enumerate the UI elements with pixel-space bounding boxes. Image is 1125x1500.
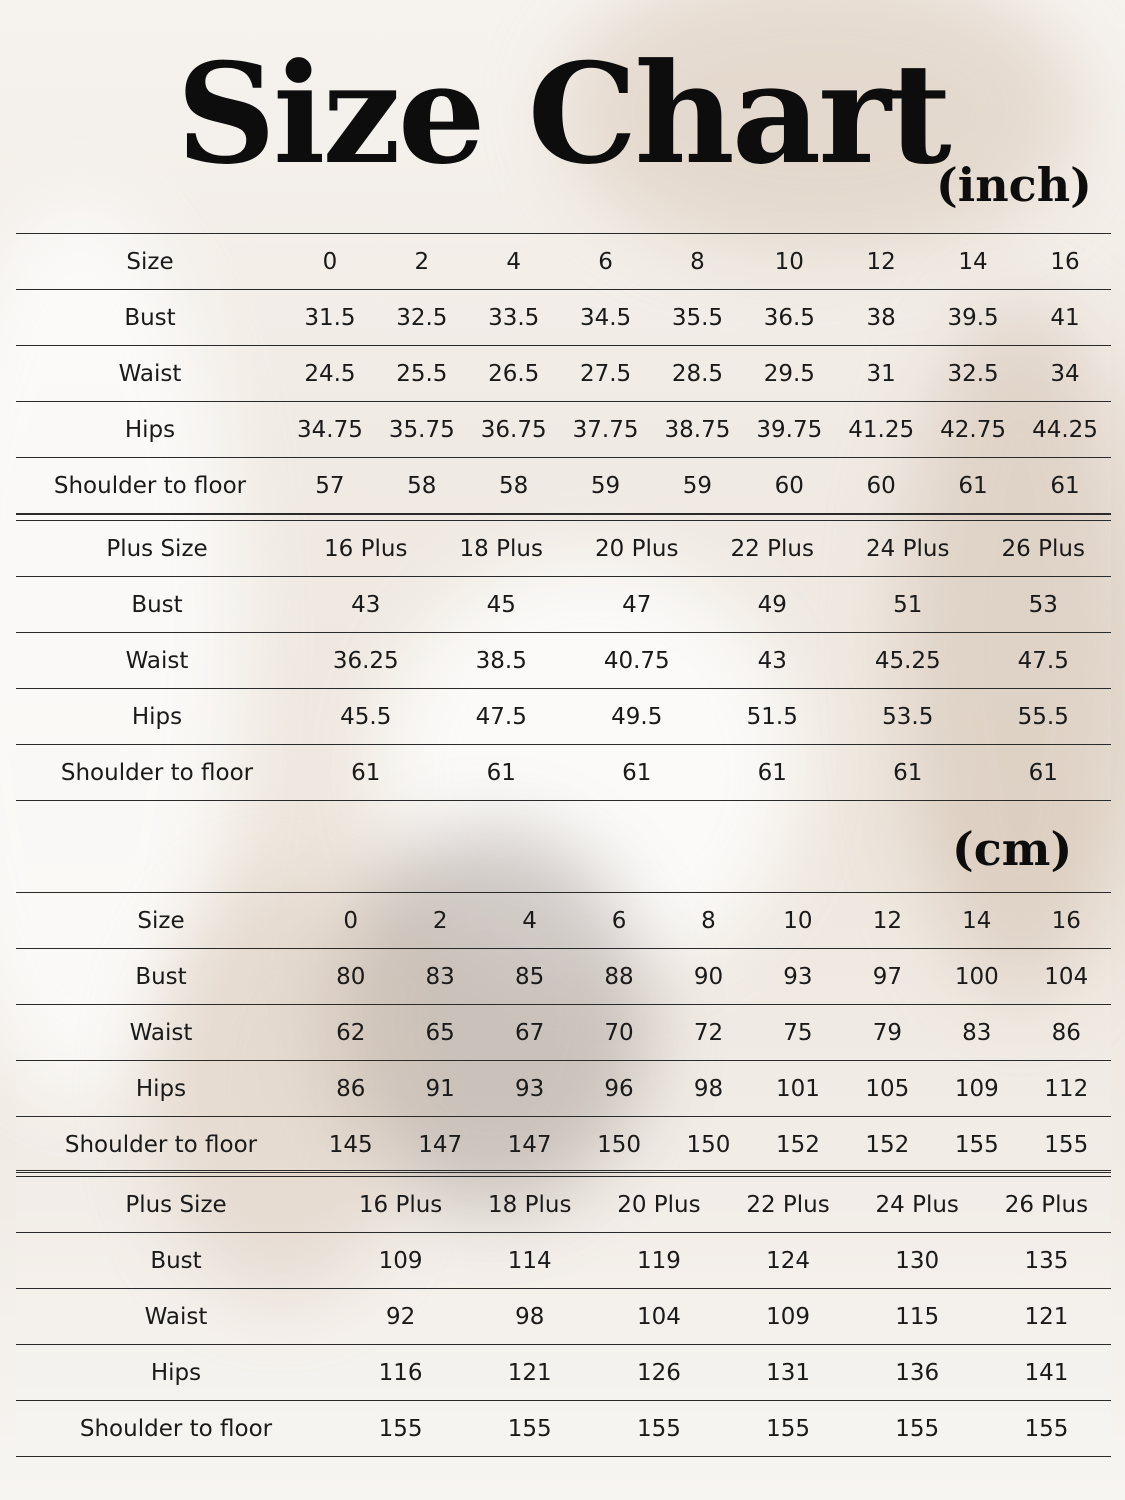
table-cell: 26 Plus bbox=[982, 1177, 1111, 1233]
table-cell: 24 Plus bbox=[840, 521, 976, 577]
table-cell: 145 bbox=[306, 1117, 395, 1173]
table-cell: 155 bbox=[723, 1401, 852, 1457]
row-label: Plus Size bbox=[16, 521, 298, 577]
table-cell: 6 bbox=[560, 234, 652, 290]
table-cell: 88 bbox=[574, 949, 663, 1005]
row-label: Hips bbox=[16, 689, 298, 745]
table-row bbox=[16, 949, 1111, 1005]
table-cell: 101 bbox=[753, 1061, 842, 1117]
table-cell: 121 bbox=[982, 1289, 1111, 1345]
table-cell: 34.5 bbox=[560, 290, 652, 346]
table-cell: 40.75 bbox=[569, 633, 705, 689]
table-cell: 93 bbox=[753, 949, 842, 1005]
table-cell: 36.75 bbox=[468, 402, 560, 458]
table-cell: 47 bbox=[569, 577, 705, 633]
table-cell: 86 bbox=[1022, 1005, 1112, 1061]
cm-plus-size-table bbox=[16, 1176, 1111, 1457]
table-cell: 38.5 bbox=[434, 633, 570, 689]
table-cell: 130 bbox=[853, 1233, 982, 1289]
table-row bbox=[16, 1117, 1111, 1173]
table-cell: 61 bbox=[976, 745, 1112, 801]
table-cell: 16 bbox=[1022, 893, 1112, 949]
table-cell: 31.5 bbox=[284, 290, 376, 346]
table-cell: 22 Plus bbox=[723, 1177, 852, 1233]
table-cell: 80 bbox=[306, 949, 395, 1005]
row-label: Bust bbox=[16, 949, 306, 1005]
table-cell: 49.5 bbox=[569, 689, 705, 745]
table-row bbox=[16, 290, 1111, 346]
table-cell: 18 Plus bbox=[465, 1177, 594, 1233]
table-cell: 45.5 bbox=[298, 689, 434, 745]
table-cell: 60 bbox=[743, 458, 835, 514]
table-cell: 41 bbox=[1019, 290, 1111, 346]
table-cell: 109 bbox=[336, 1233, 465, 1289]
row-label: Waist bbox=[16, 1289, 336, 1345]
table-cell: 65 bbox=[395, 1005, 484, 1061]
table-cell: 53 bbox=[976, 577, 1112, 633]
row-label: Size bbox=[16, 893, 306, 949]
table-cell: 83 bbox=[395, 949, 484, 1005]
table-cell: 14 bbox=[927, 234, 1019, 290]
table-cell: 26 Plus bbox=[976, 521, 1112, 577]
table-cell: 41.25 bbox=[835, 402, 927, 458]
table-cell: 24.5 bbox=[284, 346, 376, 402]
unit-label-inch: (inch) bbox=[936, 158, 1092, 212]
row-label: Bust bbox=[16, 577, 298, 633]
table-cell: 47.5 bbox=[976, 633, 1112, 689]
table-cell: 43 bbox=[705, 633, 841, 689]
row-label: Shoulder to floor bbox=[16, 745, 298, 801]
table-cell: 112 bbox=[1022, 1061, 1112, 1117]
table-cell: 109 bbox=[932, 1061, 1021, 1117]
table-header-row bbox=[16, 521, 1111, 577]
table-cell: 10 bbox=[753, 893, 842, 949]
table-row bbox=[16, 1005, 1111, 1061]
table-cell: 100 bbox=[932, 949, 1021, 1005]
row-label: Waist bbox=[16, 1005, 306, 1061]
table-cell: 43 bbox=[298, 577, 434, 633]
table-cell: 150 bbox=[664, 1117, 753, 1173]
table-cell: 97 bbox=[843, 949, 932, 1005]
table-cell: 85 bbox=[485, 949, 574, 1005]
table-cell: 45.25 bbox=[840, 633, 976, 689]
table-cell: 124 bbox=[723, 1233, 852, 1289]
table-cell: 29.5 bbox=[743, 346, 835, 402]
table-cell: 155 bbox=[594, 1401, 723, 1457]
table-cell: 119 bbox=[594, 1233, 723, 1289]
table-cell: 147 bbox=[395, 1117, 484, 1173]
table-cell: 121 bbox=[465, 1345, 594, 1401]
table-cell: 152 bbox=[843, 1117, 932, 1173]
table-cell: 0 bbox=[284, 234, 376, 290]
table-cell: 61 bbox=[705, 745, 841, 801]
table-row bbox=[16, 1061, 1111, 1117]
table-cell: 16 bbox=[1019, 234, 1111, 290]
table-cell: 32.5 bbox=[376, 290, 468, 346]
double-rule bbox=[16, 1170, 1111, 1171]
table-cell: 59 bbox=[652, 458, 744, 514]
table-cell: 31 bbox=[835, 346, 927, 402]
table-cell: 18 Plus bbox=[434, 521, 570, 577]
row-label: Waist bbox=[16, 633, 298, 689]
table-cell: 24 Plus bbox=[853, 1177, 982, 1233]
table-cell: 57 bbox=[284, 458, 376, 514]
table-cell: 58 bbox=[468, 458, 560, 514]
cm-regular-size-table bbox=[16, 892, 1111, 1173]
table-cell: 75 bbox=[753, 1005, 842, 1061]
table-cell: 25.5 bbox=[376, 346, 468, 402]
table-cell: 61 bbox=[298, 745, 434, 801]
table-cell: 79 bbox=[843, 1005, 932, 1061]
table-cell: 105 bbox=[843, 1061, 932, 1117]
table-cell: 35.75 bbox=[376, 402, 468, 458]
row-label: Bust bbox=[16, 290, 284, 346]
table-cell: 147 bbox=[485, 1117, 574, 1173]
table-cell: 116 bbox=[336, 1345, 465, 1401]
table-cell: 62 bbox=[306, 1005, 395, 1061]
table-cell: 36.5 bbox=[743, 290, 835, 346]
table-row bbox=[16, 745, 1111, 801]
row-label: Plus Size bbox=[16, 1177, 336, 1233]
table-cell: 59 bbox=[560, 458, 652, 514]
table-cell: 91 bbox=[395, 1061, 484, 1117]
row-label: Shoulder to floor bbox=[16, 1401, 336, 1457]
table-cell: 12 bbox=[843, 893, 932, 949]
table-cell: 98 bbox=[664, 1061, 753, 1117]
row-label: Size bbox=[16, 234, 284, 290]
table-cell: 155 bbox=[336, 1401, 465, 1457]
table-row bbox=[16, 1401, 1111, 1457]
table-cell: 109 bbox=[723, 1289, 852, 1345]
table-cell: 155 bbox=[982, 1401, 1111, 1457]
table-row bbox=[16, 1345, 1111, 1401]
table-cell: 32.5 bbox=[927, 346, 1019, 402]
table-cell: 98 bbox=[465, 1289, 594, 1345]
unit-label-cm: (cm) bbox=[952, 822, 1073, 876]
table-cell: 155 bbox=[465, 1401, 594, 1457]
table-cell: 104 bbox=[594, 1289, 723, 1345]
double-rule bbox=[16, 514, 1111, 515]
table-cell: 39.75 bbox=[743, 402, 835, 458]
table-cell: 92 bbox=[336, 1289, 465, 1345]
table-cell: 67 bbox=[485, 1005, 574, 1061]
table-cell: 55.5 bbox=[976, 689, 1112, 745]
table-cell: 49 bbox=[705, 577, 841, 633]
table-cell: 38 bbox=[835, 290, 927, 346]
table-cell: 93 bbox=[485, 1061, 574, 1117]
row-label: Hips bbox=[16, 1061, 306, 1117]
table-cell: 20 Plus bbox=[594, 1177, 723, 1233]
table-row bbox=[16, 458, 1111, 514]
table-cell: 16 Plus bbox=[298, 521, 434, 577]
table-cell: 141 bbox=[982, 1345, 1111, 1401]
table-cell: 2 bbox=[395, 893, 484, 949]
table-row bbox=[16, 402, 1111, 458]
table-cell: 37.75 bbox=[560, 402, 652, 458]
row-label: Waist bbox=[16, 346, 284, 402]
table-cell: 47.5 bbox=[434, 689, 570, 745]
row-label: Shoulder to floor bbox=[16, 1117, 306, 1173]
table-cell: 36.25 bbox=[298, 633, 434, 689]
table-cell: 83 bbox=[932, 1005, 1021, 1061]
row-label: Hips bbox=[16, 1345, 336, 1401]
table-cell: 155 bbox=[853, 1401, 982, 1457]
table-cell: 150 bbox=[574, 1117, 663, 1173]
table-row bbox=[16, 577, 1111, 633]
table-cell: 72 bbox=[664, 1005, 753, 1061]
table-cell: 26.5 bbox=[468, 346, 560, 402]
table-cell: 51 bbox=[840, 577, 976, 633]
table-cell: 152 bbox=[753, 1117, 842, 1173]
inch-plus-size-table bbox=[16, 520, 1111, 801]
table-cell: 6 bbox=[574, 893, 663, 949]
table-cell: 155 bbox=[932, 1117, 1021, 1173]
table-cell: 4 bbox=[468, 234, 560, 290]
table-cell: 90 bbox=[664, 949, 753, 1005]
table-row bbox=[16, 633, 1111, 689]
table-cell: 61 bbox=[569, 745, 705, 801]
table-cell: 0 bbox=[306, 893, 395, 949]
table-cell: 20 Plus bbox=[569, 521, 705, 577]
table-cell: 61 bbox=[1019, 458, 1111, 514]
table-cell: 28.5 bbox=[652, 346, 744, 402]
table-cell: 51.5 bbox=[705, 689, 841, 745]
table-row bbox=[16, 346, 1111, 402]
row-label: Bust bbox=[16, 1233, 336, 1289]
table-cell: 35.5 bbox=[652, 290, 744, 346]
table-cell: 27.5 bbox=[560, 346, 652, 402]
table-cell: 70 bbox=[574, 1005, 663, 1061]
table-cell: 38.75 bbox=[652, 402, 744, 458]
table-cell: 96 bbox=[574, 1061, 663, 1117]
table-cell: 131 bbox=[723, 1345, 852, 1401]
table-row bbox=[16, 689, 1111, 745]
table-cell: 34.75 bbox=[284, 402, 376, 458]
table-cell: 104 bbox=[1022, 949, 1112, 1005]
table-cell: 33.5 bbox=[468, 290, 560, 346]
table-cell: 14 bbox=[932, 893, 1021, 949]
table-cell: 8 bbox=[664, 893, 753, 949]
table-cell: 136 bbox=[853, 1345, 982, 1401]
row-label: Hips bbox=[16, 402, 284, 458]
table-row bbox=[16, 1233, 1111, 1289]
table-cell: 115 bbox=[853, 1289, 982, 1345]
table-cell: 126 bbox=[594, 1345, 723, 1401]
table-row bbox=[16, 1289, 1111, 1345]
table-cell: 39.5 bbox=[927, 290, 1019, 346]
row-label: Shoulder to floor bbox=[16, 458, 284, 514]
table-cell: 2 bbox=[376, 234, 468, 290]
table-header-row bbox=[16, 1177, 1111, 1233]
table-cell: 86 bbox=[306, 1061, 395, 1117]
table-header-row bbox=[16, 893, 1111, 949]
inch-regular-size-table bbox=[16, 233, 1111, 514]
table-header-row bbox=[16, 234, 1111, 290]
table-cell: 60 bbox=[835, 458, 927, 514]
table-cell: 155 bbox=[1022, 1117, 1112, 1173]
table-cell: 42.75 bbox=[927, 402, 1019, 458]
table-cell: 45 bbox=[434, 577, 570, 633]
table-cell: 12 bbox=[835, 234, 927, 290]
table-cell: 61 bbox=[434, 745, 570, 801]
table-cell: 53.5 bbox=[840, 689, 976, 745]
table-cell: 135 bbox=[982, 1233, 1111, 1289]
table-cell: 114 bbox=[465, 1233, 594, 1289]
table-cell: 22 Plus bbox=[705, 521, 841, 577]
table-cell: 61 bbox=[927, 458, 1019, 514]
page-title: Size Chart bbox=[176, 32, 949, 195]
table-cell: 10 bbox=[743, 234, 835, 290]
table-cell: 8 bbox=[652, 234, 744, 290]
table-cell: 34 bbox=[1019, 346, 1111, 402]
table-cell: 16 Plus bbox=[336, 1177, 465, 1233]
table-cell: 61 bbox=[840, 745, 976, 801]
table-cell: 44.25 bbox=[1019, 402, 1111, 458]
table-cell: 58 bbox=[376, 458, 468, 514]
table-cell: 4 bbox=[485, 893, 574, 949]
